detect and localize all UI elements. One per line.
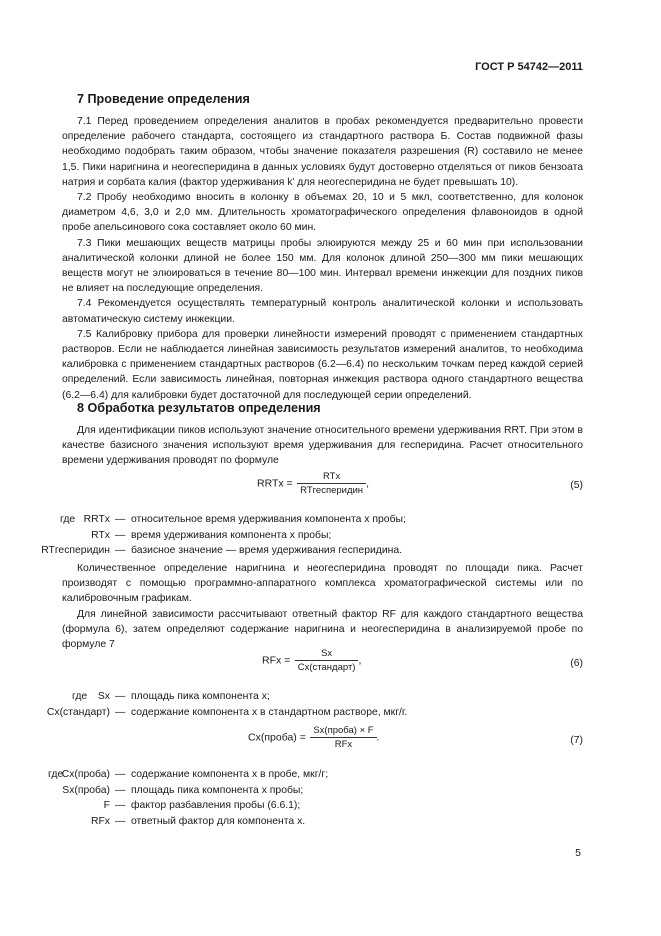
definition-symbol: Cx(проба) (61, 769, 110, 780)
definition-text: площадь пика компонента x; (131, 691, 270, 702)
definition-text: фактор разбавления пробы (6.6.1); (131, 800, 301, 811)
section-8-body (62, 561, 583, 652)
definition-row (40, 528, 560, 544)
definition-text: ответный фактор для компонента x. (131, 815, 306, 827)
section-8-title: 8 Обработка результатов определения (77, 401, 321, 415)
formula-7-fraction (310, 725, 376, 750)
formula-6-fraction (295, 648, 362, 673)
paragraph-7-4: 7.4 Рекомендуется осуществлять температурный контроль аналитической колонки и использовать автоматическую систему инжекции. (62, 298, 583, 325)
definition-row (40, 798, 560, 814)
definition-text: базисное значение — время удерживания гесперидина. (131, 545, 403, 556)
formula-5 (257, 471, 369, 496)
section-7-body (62, 114, 583, 403)
paragraph-8-linear: Для линейной зависимости рассчитывают ответный фактор RF для каждого стандартного вещества (формула 6), затем определяют содержание наригнина и неогесперидина в анализируемой пробе по формуле 7 (62, 608, 583, 651)
paragraph-7-1: 7.1 Перед проведением определения аналитов в пробах рекомендуется предварительно провести определение рабочего стандарта, состоящего из стандартного раствора Б. Состав подвижной фазы необходимо подобрать таким образом, чтобы значение показателя разрешения (R) составило не менее 1,5. Пики наригнина и неогесперидина в данных условиях будут достоверно отделяться от пиков бензоата натрия и сорбата калия (фактор удерживания k' для неогесперидина не будет превышать 10). (62, 116, 583, 188)
where-label: где (72, 691, 88, 702)
paragraph-7-5: 7.5 Калибровку прибора для проверки линейности измерений проводят с применением стандартных растворов. Если не наблюдается линейная зависимость результатов измерений аналитов, то необходима калибровка с применением стандартных растворов (6.2—6.4) по нескольким точкам перед каждой серией определений. Если зависимость линейная, повторная инжекция раствора одного стандартного вещества (6.2—6.4) для калибровки будет достаточной для последующей серии определений. (62, 328, 583, 401)
definition-dash: — (115, 545, 126, 556)
definition-text: содержание компонента x в стандартном растворе, мкг/г. (131, 706, 408, 718)
paragraph-8-intro: Для идентификации пиков используют значение относительного времени удерживания RRT. При этом в качестве базисного значения используют время удерживания для гесперидина. Расчет относительного времени удерживания проводят по формуле (62, 425, 583, 467)
document-header: ГОСТ Р 54742—2011 (475, 61, 583, 73)
definition-dash: — (115, 706, 126, 718)
where-label: где (60, 514, 76, 525)
formula-6-denominator: Cx(стандарт) (295, 660, 359, 673)
definition-row (40, 705, 560, 721)
definition-row (40, 543, 560, 559)
definition-row (40, 783, 560, 799)
formula-7-tail: . (376, 731, 380, 744)
definition-symbol: RRTx (83, 514, 110, 525)
formula-6-tail: , (358, 654, 362, 667)
definition-text: относительное время удерживания компонента x пробы; (131, 514, 406, 525)
definition-symbol: RTx (91, 529, 110, 541)
definition-text: время удерживания компонента x пробы; (131, 529, 332, 541)
definition-row (40, 689, 560, 705)
definition-symbol: Cx(стандарт) (46, 706, 110, 718)
formula-6-number: (6) (570, 658, 583, 669)
formula-5-definitions (40, 512, 560, 559)
definition-symbol: F (103, 800, 110, 811)
formula-7-definitions (40, 767, 560, 829)
definition-dash: — (115, 815, 126, 827)
definition-dash: — (115, 691, 126, 702)
definition-text: содержание компонента x в пробе, мкг/г; (131, 769, 329, 780)
definition-symbol: RFx (90, 815, 110, 827)
formula-5-denominator: RTгесперидин (297, 483, 366, 496)
definition-symbol: Sx(проба) (62, 784, 110, 796)
paragraph-7-2: 7.2 Пробу необходимо вносить в колонку в объемах 20, 10 и 5 мкл, соответственно, для колонок диаметром 4,6, 3,0 и 2,0 мм. Длительность хроматографического определения флавоноидов в одной пробе апельсинового сока составляет около 60 мин. (62, 192, 583, 234)
formula-7-denominator: RFx (310, 737, 376, 750)
definition-row (40, 512, 560, 528)
paragraph-8-quant: Количественное определение наригнина и неогесперидина проводят по площади пика. Расчет производят с помощью программно-аппаратного комплекса хроматографической системы или по калибровочным графикам. (62, 563, 583, 605)
formula-7 (248, 725, 380, 750)
formula-6-lhs: RFx = (262, 654, 291, 667)
formula-6 (262, 648, 361, 673)
section-7-title: 7 Проведение определения (77, 92, 250, 106)
page-number: 5 (575, 847, 581, 859)
definition-dash: — (115, 784, 126, 796)
formula-6-definitions (40, 689, 560, 720)
definition-row (40, 814, 560, 830)
formula-5-tail: , (366, 477, 369, 490)
definition-dash: — (115, 514, 126, 525)
definition-dash: — (115, 800, 126, 811)
formula-7-numerator: Sx(проба) × F (313, 725, 374, 736)
section-8-intro (62, 423, 583, 469)
definition-row (40, 767, 560, 783)
paragraph-7-3: 7.3 Пики мешающих веществ матрицы пробы элюируются между 25 и 60 мин при использовании аналитической колонки длиной не более 150 мм. Для колонок длиной 250—300 мм пики мешающих веществ могут не элюироваться в течение 80—100 мин. Интервал времени инжекции для поздних пиков не влияет на последующие определения. (62, 237, 583, 295)
definition-dash: — (115, 769, 126, 780)
formula-6-numerator: Sx (321, 648, 333, 659)
formula-7-lhs: Cx(проба) = (248, 731, 306, 744)
where-label: где (48, 769, 64, 780)
formula-5-fraction (297, 471, 366, 496)
formula-7-number: (7) (570, 735, 583, 746)
formula-5-lhs: RRTx = (257, 477, 293, 490)
definition-text: площадь пика компонента x пробы; (131, 784, 304, 796)
definition-symbol: RTгесперидин (41, 545, 110, 556)
formula-5-numerator: RTx (322, 471, 341, 482)
definition-dash: — (115, 529, 126, 541)
formula-5-number: (5) (570, 480, 583, 491)
definition-symbol: Sx (97, 691, 110, 702)
